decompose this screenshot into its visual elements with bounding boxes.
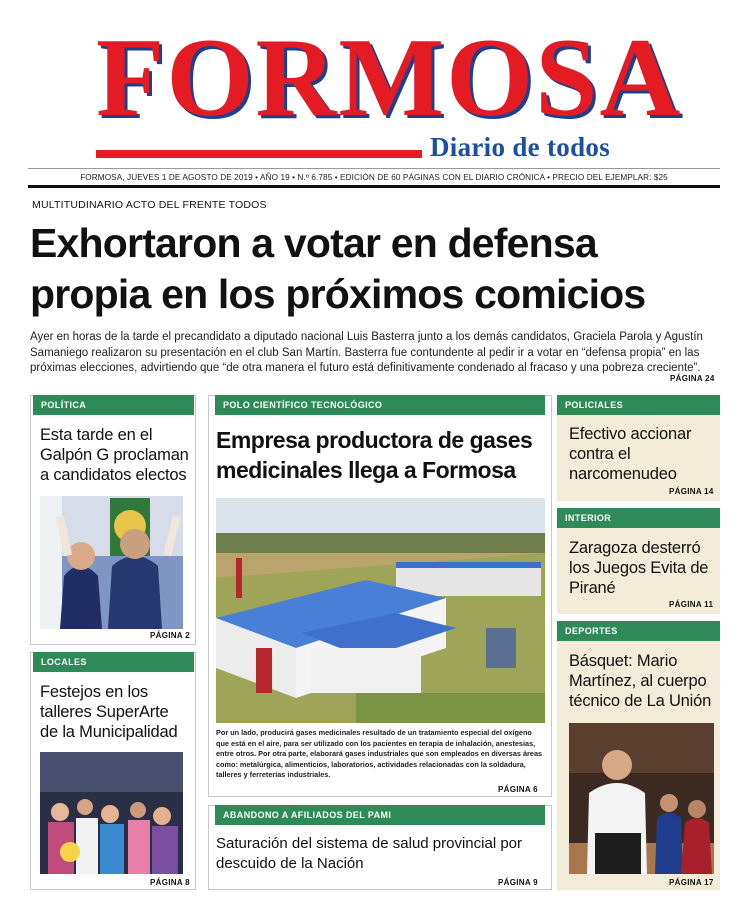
locales-page-ref: PÁGINA 8 xyxy=(150,878,190,887)
section-policiales: POLICIALES xyxy=(557,395,720,415)
lead-headline[interactable]: Exhortaron a votar en defensa propia en los próximos comicios xyxy=(30,220,646,317)
politica-page-ref: PÁGINA 2 xyxy=(150,631,190,640)
locales-photo xyxy=(40,752,183,874)
section-polo: POLO CIENTÍFICO TECNOLÓGICO xyxy=(215,395,545,415)
interior-title[interactable]: Zaragoza desterró los Juegos Evita de Pirané xyxy=(569,539,709,597)
polo-summary: Por un lado, producirá gases medicinales resultado de un tratamiento especial del oxígeno que está en el aire, para ser utilizado con los pacientes en terapia de inhalación, anestesias, entre otros. Por otra parte, elaborará gases industriales que son empleados en diversas áreas como: metalúrgica, alimenticios, laboratorios, actividades relacionadas con la soldadura, talleres y ferreterías industriales. xyxy=(216,728,543,780)
politica-photo xyxy=(40,496,183,629)
policiales-page-ref: PÁGINA 14 xyxy=(669,487,714,496)
politica-title[interactable]: Esta tarde en el Galpón G proclaman a candidatos electos xyxy=(40,426,189,484)
deportes-title[interactable]: Básquet: Mario Martínez, al cuerpo técnico de La Unión xyxy=(569,652,712,710)
header-rule xyxy=(28,185,720,188)
lead-kicker: MULTITUDINARIO ACTO DEL FRENTE TODOS xyxy=(32,199,267,211)
pami-title[interactable]: Saturación del sistema de salud provincial por descuido de la Nación xyxy=(216,835,522,872)
section-interior: INTERIOR xyxy=(557,508,720,528)
deportes-page-ref: PÁGINA 17 xyxy=(669,878,714,887)
section-deportes: DEPORTES xyxy=(557,621,720,641)
tagline: Diario de todos xyxy=(430,132,610,162)
interior-page-ref: PÁGINA 11 xyxy=(669,600,714,609)
pami-page-ref: PÁGINA 9 xyxy=(498,878,538,887)
polo-page-ref: PÁGINA 6 xyxy=(498,785,538,794)
dateline: FORMOSA, JUEVES 1 DE AGOSTO DE 2019 • AÑO 19 • N.º 6.785 • EDICIÓN DE 60 PÁGINAS CON EL DIARIO CRÓNICA • PRECIO DEL EJEMPLAR: $25 xyxy=(28,168,720,186)
policiales-title[interactable]: Efectivo accionar contra el narcomenudeo xyxy=(569,425,692,483)
logo-underline xyxy=(96,150,422,158)
section-politica: POLÍTICA xyxy=(33,395,194,415)
masthead xyxy=(0,0,750,168)
deportes-photo xyxy=(569,723,714,874)
newspaper-logo: FORMOSA xyxy=(96,16,683,140)
polo-title[interactable]: Empresa productora de gases medicinales llega a Formosa xyxy=(216,427,533,483)
locales-title[interactable]: Festejos en los talleres SuperArte de la Municipalidad xyxy=(40,683,178,741)
lead-summary: Ayer en horas de la tarde el precandidato a diputado nacional Luis Basterra junto a los demás candidatos, Graciela Parola y Agustín Samaniego realizaron su presentación en el club San Martín. Basterra fue contundente al pedir ir a votar en “defensa propia” en las próximas elecciones, advirtiendo que “de otra manera el futuro está definitivamente condenado al fracaso y una pobreza creciente”. xyxy=(30,331,703,374)
section-pami: ABANDONO A AFILIADOS DEL PAMI xyxy=(215,805,545,825)
polo-photo xyxy=(216,498,545,723)
lead-page-ref: PÁGINA 24 xyxy=(670,374,715,383)
section-locales: LOCALES xyxy=(33,652,194,672)
